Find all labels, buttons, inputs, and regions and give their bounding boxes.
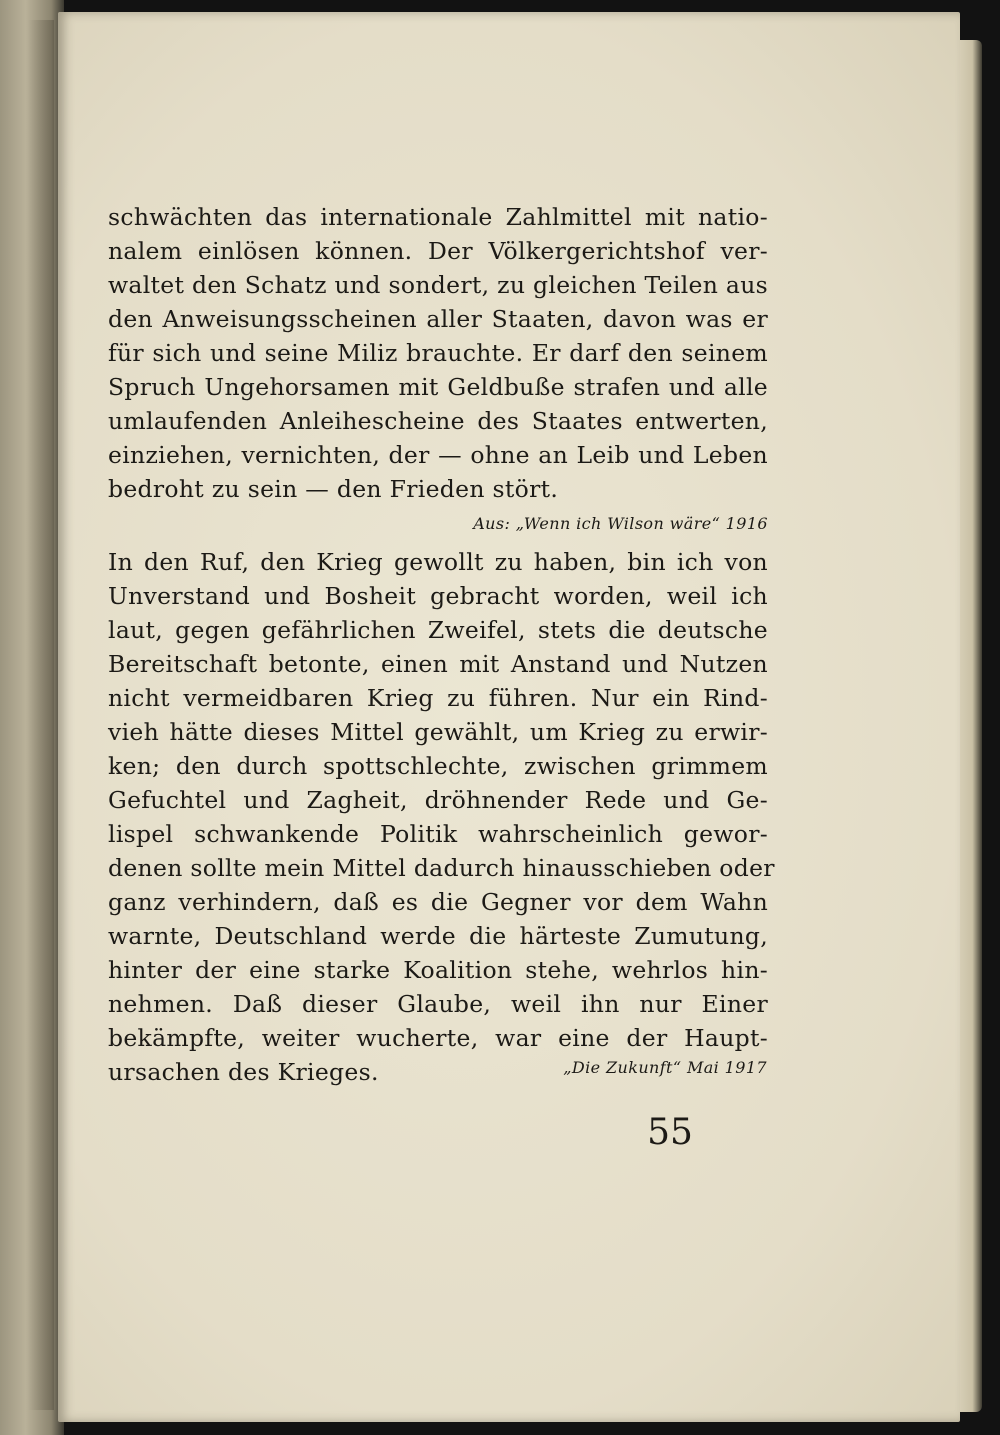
text-line: nalem einlösen können. Der Völkergerichtshof ver- [108,237,768,265]
text-line: einziehen, vernichten, der — ohne an Leib und Leben [108,441,768,469]
text-line: lispel schwankende Politik wahrscheinlich gewor- [108,820,768,848]
source-citation-2: „Die Zukunft“ Mai 1917 [563,1058,767,1077]
binding-shadow [28,20,54,1410]
page-number: 55 [647,1112,693,1153]
text-line: vieh hätte dieses Mittel gewählt, um Krieg zu erwir- [108,718,768,746]
text-line: bekämpfte, weiter wucherte, war eine der Haupt- [108,1024,768,1052]
text-line: Gefuchtel und Zagheit, dröhnender Rede und Ge- [108,786,768,814]
text-line-last: ursachen des Krieges. [108,1058,379,1086]
text-line: nicht vermeidbaren Krieg zu führen. Nur ein Rind- [108,684,768,712]
text-line: für sich und seine Miliz brauchte. Er darf den seinem [108,339,768,367]
text-line: warnte, Deutschland werde die härteste Zumutung, [108,922,768,950]
text-line: In den Ruf, den Krieg gewollt zu haben, bin ich von [108,548,768,576]
text-line: umlaufenden Anleihescheine des Staates entwerten, [108,407,768,435]
text-line: bedroht zu sein — den Frieden stört. [108,475,559,503]
text-line: nehmen. Daß dieser Glaube, weil ihn nur Einer [108,990,768,1018]
text-line: ganz verhindern, daß es die Gegner vor dem Wahn [108,888,768,916]
text-line: Bereitschaft betonte, einen mit Anstand und Nutzen [108,650,768,678]
text-line: ken; den durch spottschlechte, zwischen grimmem [108,752,768,780]
text-line: den Anweisungsscheinen aller Staaten, davon was er [108,305,768,333]
text-line: schwächten das internationale Zahlmittel mit natio- [108,203,768,231]
text-line: laut, gegen gefährlichen Zweifel, stets die deutsche [108,616,768,644]
text-line: hinter der eine starke Koalition stehe, wehrlos hin- [108,956,768,984]
passage-2 [108,545,775,1089]
text-line: denen sollte mein Mittel dadurch hinausschieben oder [108,854,775,882]
text-line: Spruch Ungehorsamen mit Geldbuße strafen und alle [108,373,768,401]
text-line: waltet den Schatz und sondert, zu gleichen Teilen aus [108,271,769,299]
text-line: Unverstand und Bosheit gebracht worden, weil ich [108,582,768,610]
passage-1 [108,200,768,506]
source-citation-1: Aus: „Wenn ich Wilson wäre“ 1916 [473,514,768,533]
right-page-edge [958,40,982,1412]
